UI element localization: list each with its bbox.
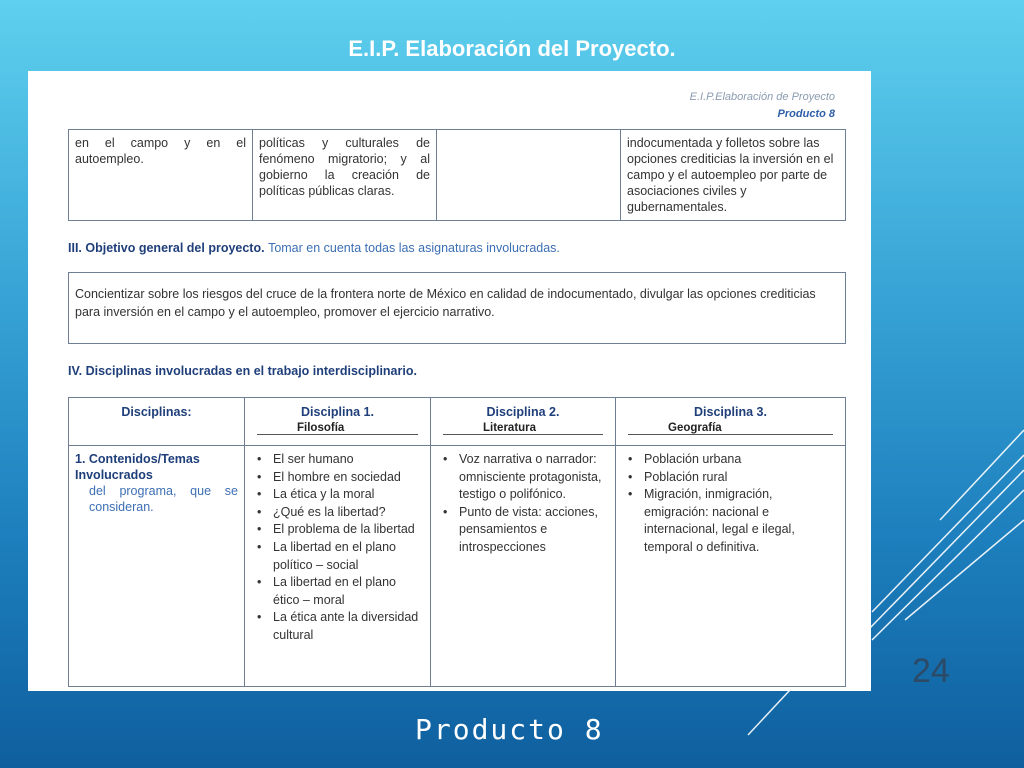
table-cell: indocumentada y folletos sobre las opciones crediticias la inversión en el campo y el autoempleo por parte de asociaciones civiles y gubernamentales. [621,130,846,221]
table-row [69,446,846,687]
row-label-cell [69,446,245,687]
section-3-heading [68,241,560,255]
list-item: • La libertad en el plano ético – moral [251,574,424,609]
list-item: • Migración, inmigración, emigración: nacional e internacional, legal e ilegal, temporal o definitiva. [622,486,839,556]
discipline-1-header [245,398,431,446]
slide-title: E.I.P. Elaboración del Proyecto. [348,36,676,61]
list-item: • El ser humano [251,451,424,469]
discipline-1-topics [245,446,431,687]
discipline-2-subject: Literatura [443,422,603,435]
discipline-3-topics [616,446,846,687]
discipline-3-header [616,398,846,446]
footer-label: Producto 8 [415,713,604,746]
discipline-3-title: Disciplina 3. [694,405,767,419]
section-3-title: III. Objetivo general del proyecto. [68,241,265,255]
disciplines-table [68,397,846,687]
list-item: • El hombre en sociedad [251,469,424,487]
discipline-1-title: Disciplina 1. [301,405,374,419]
table-row [69,130,846,221]
list-item: • La libertad en el plano político – social [251,539,424,574]
row-label-note: del programa, que se consideran. [89,484,238,514]
discipline-3-list [622,451,839,557]
discipline-2-title: Disciplina 2. [486,405,560,419]
list-item: • Población rural [622,469,839,487]
table-header-row [69,398,846,446]
list-item: • Punto de vista: acciones, pensamientos e introspecciones [437,504,609,557]
discipline-3-subject: Geografía [628,422,833,435]
document-header [690,89,835,123]
section-4-heading: IV. Disciplinas involucradas en el trabajo interdisciplinario. [68,364,417,378]
discipline-1-subject: Filosofía [257,422,418,435]
list-item: • Voz narrativa o narrador: omnisciente protagonista, testigo o polifónico. [437,451,609,504]
document-header-title: E.I.P.Elaboración de Proyecto [689,91,835,103]
section-3-note: Tomar en cuenta todas las asignaturas involucradas. [268,241,560,255]
list-item: • ¿Qué es la libertad? [251,504,424,522]
top-table [68,129,846,221]
table-cell: en el campo y en el autoempleo. [69,130,253,221]
discipline-1-list [251,451,424,645]
document-header-product: Producto 8 [777,108,835,120]
discipline-2-header [431,398,616,446]
list-item: • La ética ante la diversidad cultural [251,609,424,644]
list-item: • La ética y la moral [251,486,424,504]
disciplines-header: Disciplinas: [69,398,245,446]
discipline-2-topics [431,446,616,687]
page-number: 24 [912,652,950,690]
list-item: • Población urbana [622,451,839,469]
list-item: • El problema de la libertad [251,521,424,539]
objective-box: Concientizar sobre los riesgos del cruce de la frontera norte de México en calidad de indocumentado, divulgar las opciones crediticias para inversión en el campo y el autoempleo, promover el ejercicio narrativo. [68,272,846,344]
table-cell [437,130,621,221]
discipline-2-list [437,451,609,557]
document-image [28,71,871,691]
row-label-title: 1. Contenidos/Temas Involucrados [75,452,200,482]
table-cell: políticas y culturales de fenómeno migratorio; y al gobierno la creación de políticas públicas claras. [253,130,437,221]
